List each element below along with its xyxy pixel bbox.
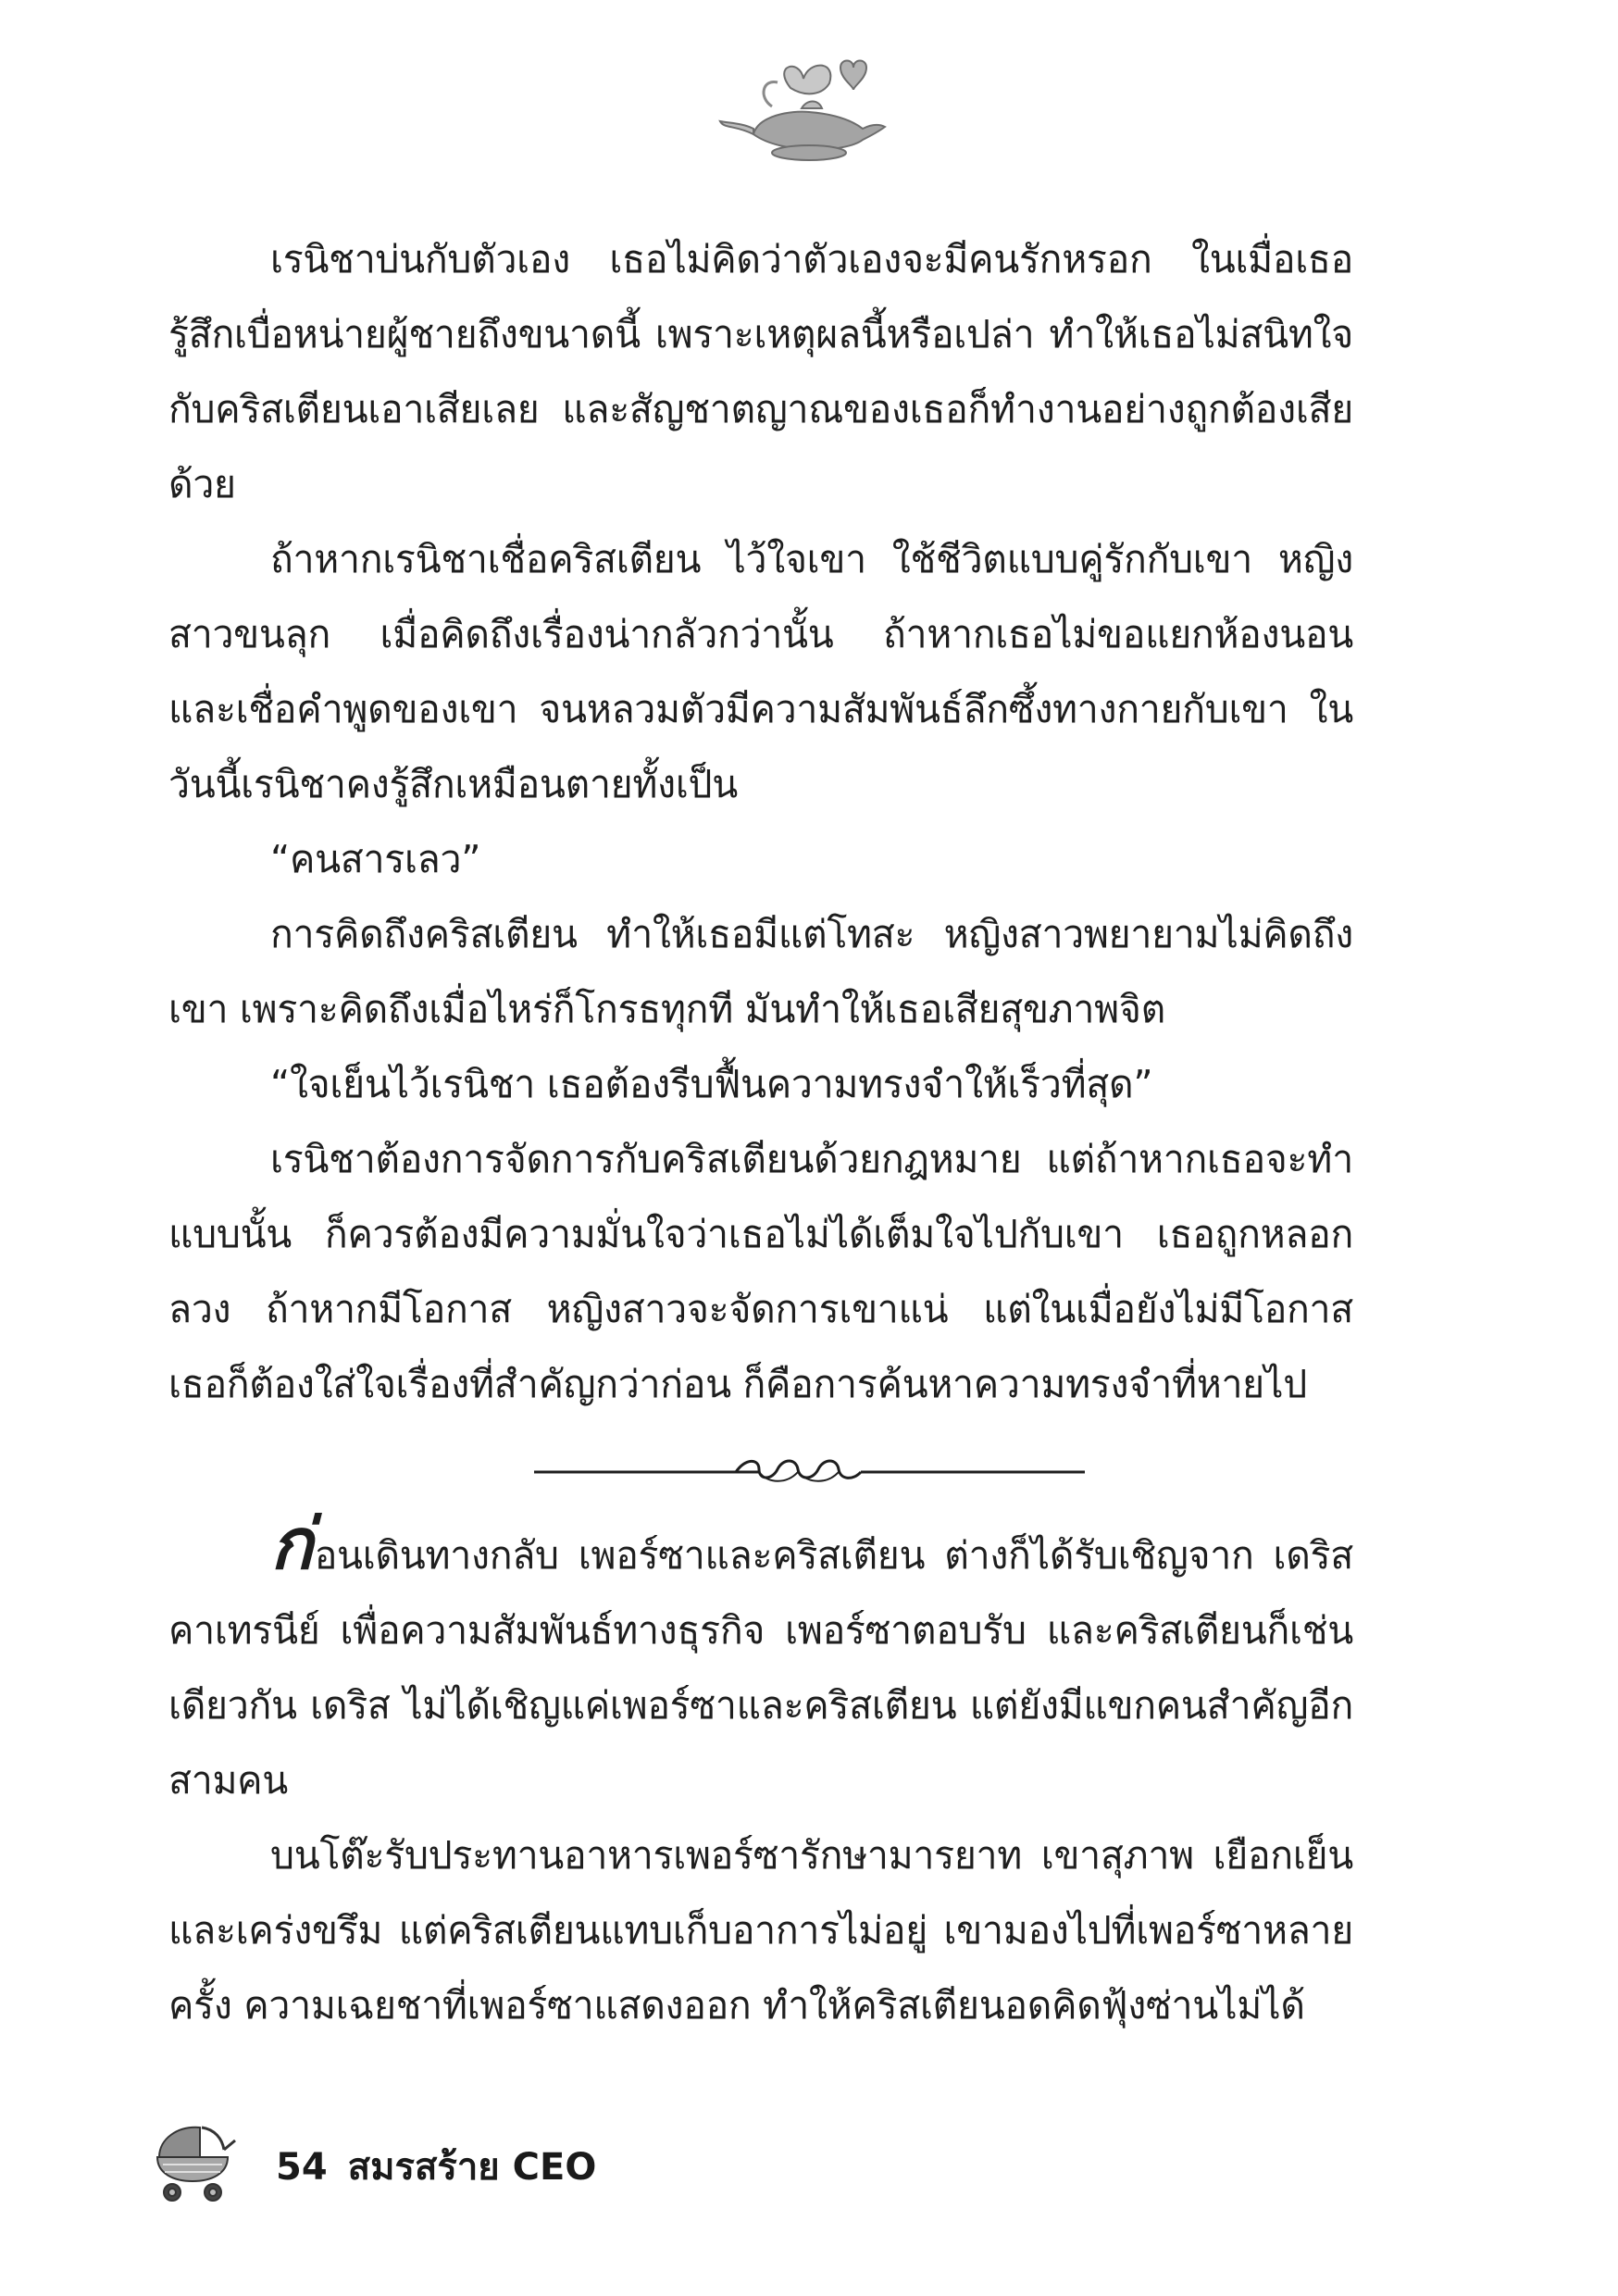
book-title: สมรสร้าย CEO — [347, 2146, 597, 2189]
paragraph-with-dropcap — [168, 1503, 1353, 1818]
page-footer — [276, 2137, 596, 2196]
page-number: 54 — [276, 2146, 328, 2189]
body-text-bottom — [168, 1503, 1353, 2043]
paragraph-text: อนเดินทางกลับ เพอร์ซาและคริสเตียน ต่างก็ได้รับเชิญจาก เดริส คาเทรนีย์ เพื่อความสัมพันธ์ทางธุรกิจ เพอร์ซาตอบรับ และคริสเตียนก็เช่นเดียวกัน เดริส ไม่ได้เชิญแค่เพอร์ซาและคริสเตียน แต่ยังมีแขกคนสำคัญอีกสามคน — [168, 1533, 1353, 1803]
drop-cap: ก่ — [270, 1503, 313, 1585]
dialogue-line: “ใจเย็นไว้เรนิชา เธอต้องรีบฟื้นความทรงจำให้เร็วที่สุด” — [270, 1062, 1153, 1106]
body-text-top — [168, 222, 1353, 1422]
scroll-ornament-divider — [0, 1449, 1618, 1495]
paragraph: ถ้าหากเรนิชาเชื่อคริสเตียน ไว้ใจเขา ใช้ชีวิตแบบคู่รักกับเขา หญิงสาวขนลุก เมื่อคิดถึงเรื่องน่ากลัวกว่านั้น ถ้าหากเธอไม่ขอแยกห้องนอน และเชื่อคำพูดของเขา จนหลวมตัวมีความสัมพันธ์ลึกซึ้งทางกายกับเขา ในวันนี้เรนิชาคงรู้สึกเหมือนตายทั้งเป็น — [168, 537, 1353, 806]
paragraph: เรนิชาบ่นกับตัวเอง เธอไม่คิดว่าตัวเองจะมีคนรักหรอก ในเมื่อเธอรู้สึกเบื่อหน่ายผู้ชายถึงขนาดนี้ เพราะเหตุผลนี้หรือเปล่า ทำให้เธอไม่สนิทใจกับคริสเตียนเอาเสียเลย และสัญชาตญาณของเธอก็ทำงานอย่างถูกต้องเสียด้วย — [168, 237, 1353, 506]
paragraph: บนโต๊ะรับประทานอาหารเพอร์ซารักษามารยาท เขาสุภาพ เยือกเย็นและเคร่งขรึม แต่คริสเตียนแทบเก็บอาการไม่อยู่ เขามองไปที่เพอร์ซาหลายครั้ง ความเฉยชาที่เพอร์ซาแสดงออก ทำให้คริสเตียนอดคิดฟุ้งซ่านไม่ได้ — [168, 1833, 1353, 2028]
dialogue-line: “คนสารเลว” — [270, 837, 481, 881]
genie-lamp-cupid-icon — [0, 56, 1618, 176]
baby-stroller-icon — [146, 2113, 239, 2205]
paragraph: เรนิชาต้องการจัดการกับคริสเตียนด้วยกฎหมาย แต่ถ้าหากเธอจะทำแบบนั้น ก็ควรต้องมีความมั่นใจว่าเธอไม่ได้เต็มใจไปกับเขา เธอถูกหลอกลวง ถ้าหากมีโอกาส หญิงสาวจะจัดการเขาแน่ แต่ในเมื่อยังไม่มีโอกาส เธอก็ต้องใส่ใจเรื่องที่สำคัญกว่าก่อน ก็คือการค้นหาความทรงจำที่หายไป — [168, 1137, 1353, 1406]
paragraph: การคิดถึงคริสเตียน ทำให้เธอมีแต่โทสะ หญิงสาวพยายามไม่คิดถึงเขา เพราะคิดถึงเมื่อไหร่ก็โกรธทุกที มันทำให้เธอเสียสุขภาพจิต — [168, 912, 1353, 1031]
